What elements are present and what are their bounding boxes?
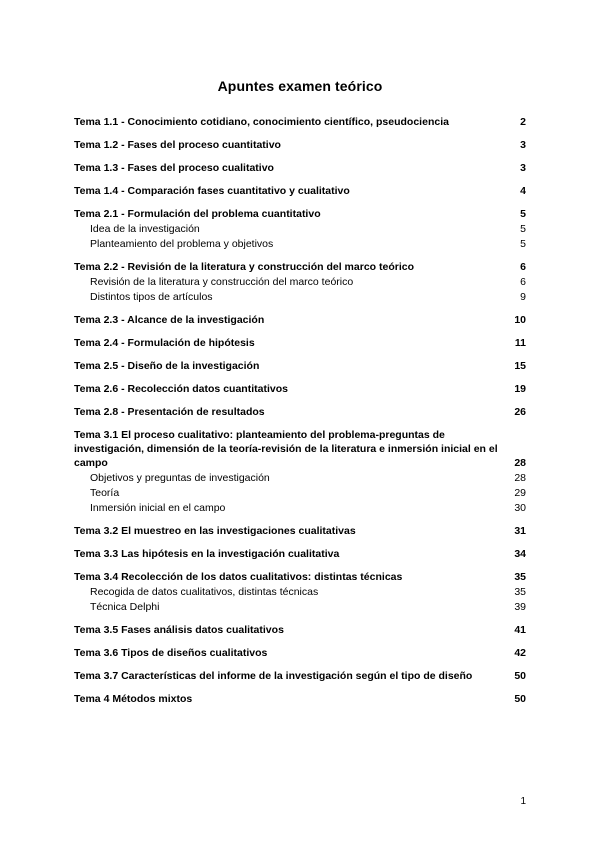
toc-subentry-label: Técnica Delphi	[90, 601, 160, 613]
toc-entry-page: 28	[514, 457, 526, 469]
toc-entry-page: 10	[514, 314, 526, 326]
toc-entry-page: 11	[514, 337, 526, 349]
toc-entry-tema-2-2[interactable]	[74, 260, 526, 305]
toc-entry-label: Tema 4 Métodos mixtos	[74, 693, 193, 705]
toc-entry-label: Tema 2.3 - Alcance de la investigación	[74, 314, 265, 326]
toc-entry-label: Tema 2.2 - Revisión de la literatura y construcción del marco teórico	[74, 261, 414, 273]
toc-subentry-label: Revisión de la literatura y construcción del marco teórico	[90, 276, 354, 288]
toc-entry-label: Tema 2.4 - Formulación de hipótesis	[74, 337, 255, 349]
toc-entry-tema-2-6[interactable]	[74, 382, 526, 397]
toc-entry-page: 4	[520, 185, 526, 197]
toc-subentry[interactable]	[74, 486, 526, 501]
toc-entry-label: Tema 3.3 Las hipótesis en la investigación cualitativa	[74, 548, 340, 560]
toc-subentry-label: Idea de la investigación	[90, 223, 200, 235]
toc-entry-tema-1-2[interactable]	[74, 138, 526, 153]
toc-entry-tema-1-1[interactable]	[74, 115, 526, 130]
toc-subentry-label: Teoría	[90, 487, 120, 499]
toc-subentry-page: 39	[514, 601, 526, 613]
toc-entry-page: 5	[520, 208, 526, 220]
toc-entry-page: 31	[514, 525, 526, 537]
toc-entry-page: 26	[514, 406, 526, 418]
toc-subentry-page: 5	[520, 223, 526, 235]
toc-subentry-page: 5	[520, 238, 526, 250]
toc-entry-label: Tema 2.5 - Diseño de la investigación	[74, 360, 260, 372]
toc-subentry-page: 9	[520, 291, 526, 303]
toc-entry-page: 50	[514, 693, 526, 705]
toc-entry-page: 42	[514, 647, 526, 659]
toc-subentry-label: Planteamiento del problema y objetivos	[90, 238, 274, 250]
toc-entry-tema-1-3[interactable]	[74, 161, 526, 176]
toc-entry-label: Tema 1.4 - Comparación fases cuantitativo y cualitativo	[74, 185, 350, 197]
toc-subentry[interactable]	[74, 275, 526, 290]
toc-subentry-page: 29	[514, 487, 526, 499]
toc-entry-tema-3-1[interactable]	[74, 428, 526, 516]
toc-subentry[interactable]	[74, 471, 526, 486]
toc-subentry[interactable]	[74, 501, 526, 516]
toc-entry-label: Tema 3.4 Recolección de los datos cualitativos: distintas técnicas	[74, 571, 403, 583]
toc-entry-label: Tema 1.1 - Conocimiento cotidiano, conocimiento científico, pseudociencia	[74, 116, 449, 128]
toc-entry-tema-1-4[interactable]	[74, 184, 526, 199]
toc-entry-tema-3-6[interactable]	[74, 646, 526, 661]
toc-entry-page: 6	[520, 261, 526, 273]
toc-entry-page: 19	[514, 383, 526, 395]
toc-subentry-page: 28	[514, 472, 526, 484]
toc-entry-tema-3-3[interactable]	[74, 547, 526, 562]
toc-entry-label: Tema 3.7 Características del informe de la investigación según el tipo de diseño	[74, 670, 473, 682]
toc-subentry[interactable]	[74, 290, 526, 305]
toc-entry-page: 15	[514, 360, 526, 372]
toc-subentry-label: Objetivos y preguntas de investigación	[90, 472, 270, 484]
toc-subentry[interactable]	[74, 222, 526, 237]
toc-entry-page: 34	[514, 548, 526, 560]
toc-entry-tema-3-4[interactable]	[74, 570, 526, 615]
toc-entry-tema-2-1[interactable]	[74, 207, 526, 252]
toc-entry-tema-2-8[interactable]	[74, 405, 526, 420]
toc-entry-label: Tema 3.5 Fases análisis datos cualitativos	[74, 624, 284, 636]
toc-entry-label: Tema 2.1 - Formulación del problema cuantitativo	[74, 208, 321, 220]
page-number: 1	[520, 796, 526, 807]
toc-entry-label-line: campo	[74, 457, 108, 469]
toc-entry-tema-4[interactable]	[74, 692, 526, 707]
toc-subentry-label: Distintos tipos de artículos	[90, 291, 213, 303]
toc-entry-label: Tema 1.3 - Fases del proceso cualitativo	[74, 162, 274, 174]
toc-entry-tema-3-5[interactable]	[74, 623, 526, 638]
toc-entry-tema-2-3[interactable]	[74, 313, 526, 328]
toc-entry-label: Tema 1.2 - Fases del proceso cuantitativo	[74, 139, 281, 151]
toc-entry-page: 2	[520, 116, 526, 128]
toc-entry-label-line: investigación, dimensión de la teoría-revisión de la literatura e inmersión inicial en el	[74, 443, 498, 455]
toc-entry-page: 41	[514, 624, 526, 636]
toc-entry-label: Tema 2.8 - Presentación de resultados	[74, 406, 265, 418]
toc-subentry-label: Recogida de datos cualitativos, distintas técnicas	[90, 586, 319, 598]
toc-entry-tema-2-5[interactable]	[74, 359, 526, 374]
toc-subentry[interactable]	[74, 585, 526, 600]
toc-entry-tema-3-7[interactable]	[74, 669, 526, 684]
toc-entry-label: Tema 3.6 Tipos de diseños cualitativos	[74, 647, 268, 659]
toc-entry-label: Tema 2.6 - Recolección datos cuantitativos	[74, 383, 288, 395]
toc-entry-page: 35	[514, 571, 526, 583]
toc-subentry[interactable]	[74, 237, 526, 252]
toc-subentry-page: 35	[514, 586, 526, 598]
toc-subentry[interactable]	[74, 600, 526, 615]
toc-entry-label-line: Tema 3.1 El proceso cualitativo: planteamiento del problema-preguntas de	[74, 429, 445, 441]
table-of-contents	[74, 115, 526, 715]
toc-subentry-page: 30	[514, 502, 526, 514]
document-title: Apuntes examen teórico	[217, 78, 383, 94]
toc-subentry-page: 6	[520, 276, 526, 288]
toc-entry-page: 3	[520, 162, 526, 174]
toc-entry-page: 50	[514, 670, 526, 682]
toc-entry-tema-2-4[interactable]	[74, 336, 526, 351]
toc-entry-page: 3	[520, 139, 526, 151]
toc-subentry-label: Inmersión inicial en el campo	[90, 502, 226, 514]
toc-entry-tema-3-2[interactable]	[74, 524, 526, 539]
toc-entry-label: Tema 3.2 El muestreo en las investigaciones cualitativas	[74, 525, 356, 537]
